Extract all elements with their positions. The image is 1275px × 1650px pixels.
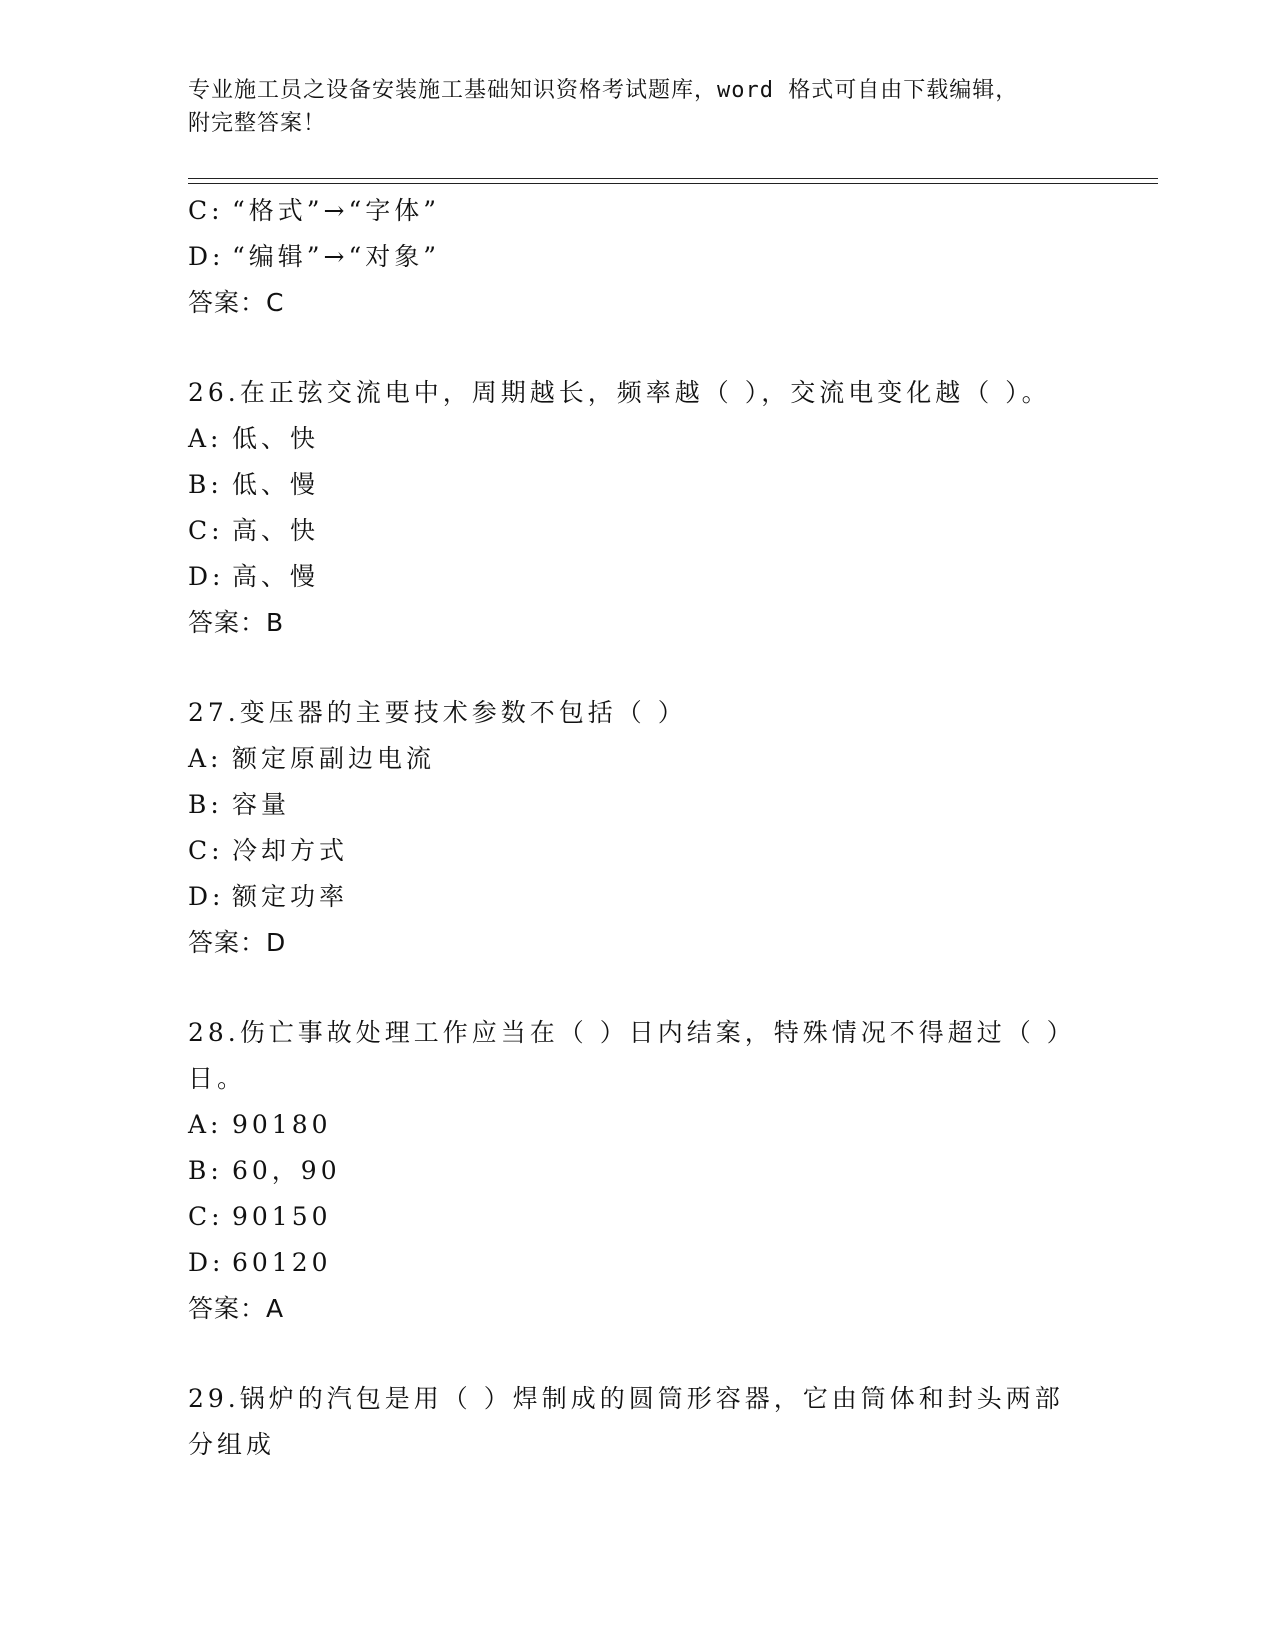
question-28 — [188, 1010, 1088, 1332]
option-label: A: — [188, 744, 223, 773]
option-text: 60120 — [232, 1248, 332, 1277]
option-c — [188, 188, 1088, 234]
option-label: C: — [188, 196, 224, 225]
option-label: B: — [188, 790, 223, 819]
option-text: “编辑”→“对象” — [232, 242, 441, 271]
option-text: “格式”→“字体” — [232, 196, 441, 225]
option-label: B: — [188, 1156, 223, 1185]
option-text: 高、慢 — [232, 562, 320, 591]
option-text: 冷却方式 — [232, 836, 349, 865]
spacer — [188, 646, 1088, 690]
answer: 答案：A — [188, 1294, 285, 1323]
option-a — [188, 1102, 1088, 1148]
option-text: 额定原副边电流 — [232, 744, 436, 773]
question-29 — [188, 1376, 1088, 1468]
option-text: 60，90 — [232, 1156, 341, 1185]
option-label: D: — [188, 882, 225, 911]
option-c — [188, 828, 1088, 874]
option-text: 低、慢 — [232, 470, 320, 499]
header-line-2: 附完整答案！ — [188, 111, 327, 136]
option-a — [188, 416, 1088, 462]
answer: 答案：B — [188, 608, 285, 637]
option-text: 90150 — [232, 1202, 332, 1231]
question-27 — [188, 690, 1088, 966]
option-a — [188, 736, 1088, 782]
header-divider-top — [188, 178, 1158, 179]
option-c — [188, 508, 1088, 554]
option-text: 低、快 — [232, 424, 320, 453]
question-list — [188, 188, 1088, 1468]
option-text: 额定功率 — [232, 882, 349, 911]
option-b — [188, 1148, 1088, 1194]
option-text: 高、快 — [232, 516, 320, 545]
question-title-line-1: 28.伤亡事故处理工作应当在（ ）日内结案，特殊情况不得超过（ ） — [188, 1018, 1076, 1047]
option-d — [188, 554, 1088, 600]
option-d — [188, 874, 1088, 920]
option-d — [188, 234, 1088, 280]
option-label: D: — [188, 562, 225, 591]
document-header — [188, 74, 1088, 140]
header-divider-bottom — [188, 183, 1158, 184]
option-label: B: — [188, 470, 223, 499]
option-b — [188, 462, 1088, 508]
option-label: D: — [188, 242, 225, 271]
option-label: C: — [188, 1202, 224, 1231]
spacer — [188, 966, 1088, 1010]
option-d — [188, 1240, 1088, 1286]
spacer — [188, 1332, 1088, 1376]
header-line-1: 专业施工员之设备安装施工基础知识资格考试题库，word 格式可自由下载编辑， — [188, 78, 1019, 103]
question-title-line-2: 分组成 — [188, 1430, 276, 1459]
option-c — [188, 1194, 1088, 1240]
option-label: C: — [188, 516, 224, 545]
option-label: A: — [188, 424, 223, 453]
option-label: D: — [188, 1248, 225, 1277]
question-title-line-1: 29.锅炉的汽包是用（ ）焊制成的圆筒形容器，它由筒体和封头两部 — [188, 1384, 1064, 1413]
spacer — [188, 326, 1088, 370]
option-b — [188, 782, 1088, 828]
question-title: 26.在正弦交流电中，周期越长，频率越（ ），交流电变化越（ ）。 — [188, 378, 1051, 407]
option-text: 90180 — [232, 1110, 332, 1139]
question-26 — [188, 370, 1088, 646]
question-title: 27.变压器的主要技术参数不包括（ ） — [188, 698, 687, 727]
option-label: A: — [188, 1110, 223, 1139]
option-label: C: — [188, 836, 224, 865]
answer: 答案：C — [188, 288, 285, 317]
answer: 答案：D — [188, 928, 287, 957]
question-title-line-2: 日。 — [188, 1064, 247, 1093]
option-text: 容量 — [232, 790, 291, 819]
question-25-tail — [188, 188, 1088, 326]
